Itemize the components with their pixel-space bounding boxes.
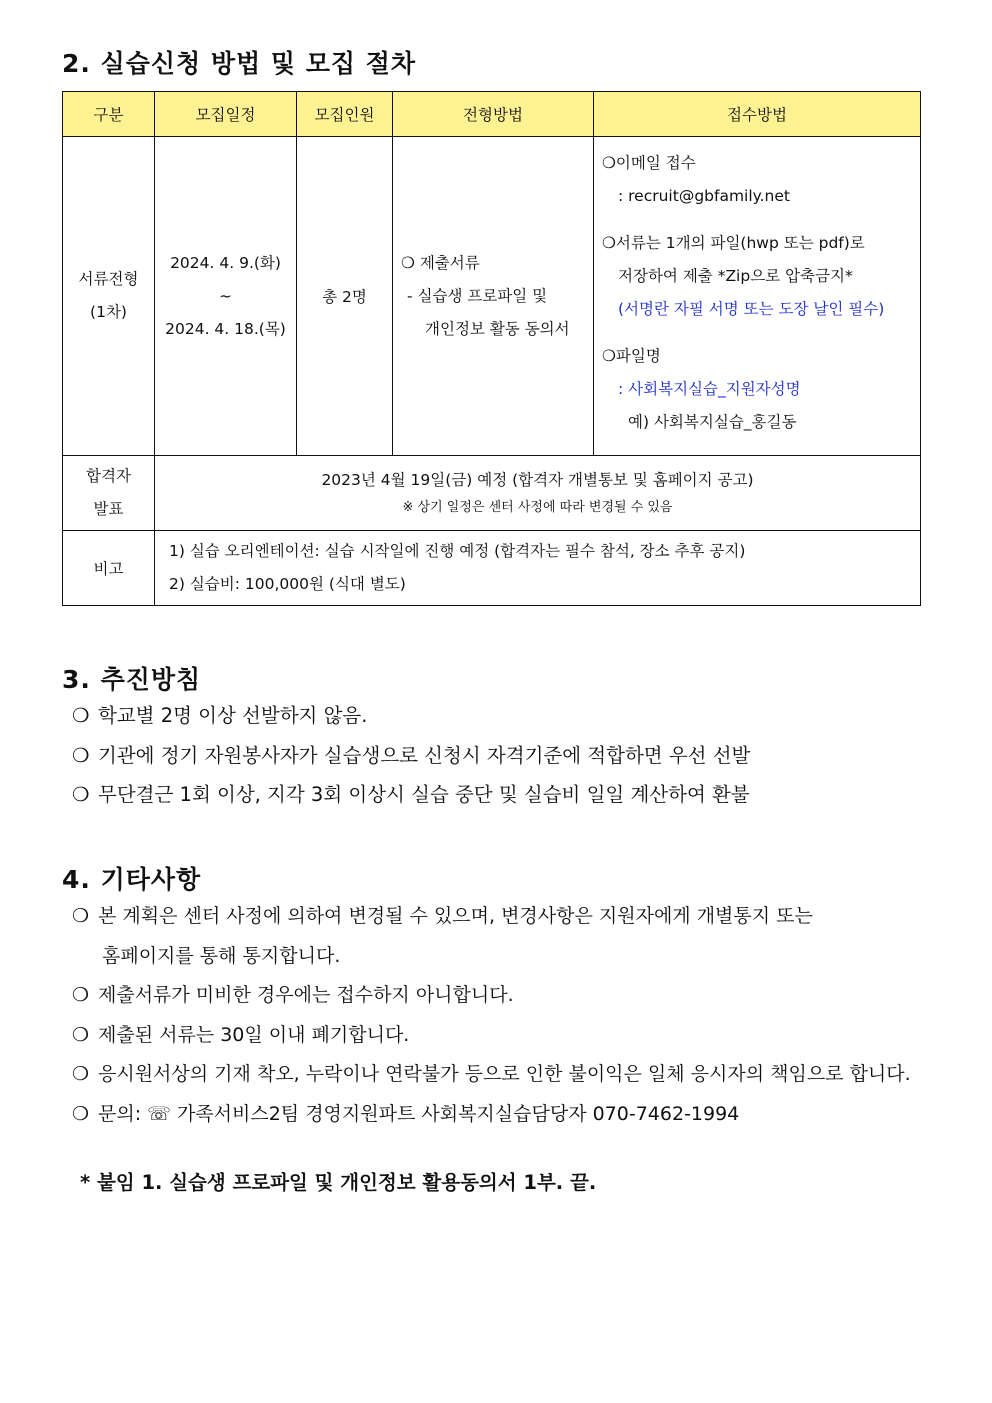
schedule-start: 2024. 4. 9.(화) (170, 253, 281, 272)
email-value: : recruit@gbfamily.net (618, 187, 790, 205)
filename-label: ❍파일명 (602, 347, 661, 365)
bullet-circle: ❍ (72, 905, 90, 927)
spacer (602, 326, 920, 340)
header-schedule: 모집일정 (155, 92, 297, 137)
method-item: - 실습생 프로파일 및 (407, 286, 548, 305)
category-line: 발표 (93, 500, 124, 518)
remark-line: 1) 실습 오리엔테이션: 실습 시작일에 진행 예정 (합격자는 필수 참석, 장소 추후 공지) (169, 542, 746, 560)
section2-title: 2. 실습신청 방법 및 모집 절차 (62, 49, 417, 78)
list-item (72, 976, 911, 1016)
filename-example: 예) 사회복지실습_홍길동 (628, 413, 797, 431)
list-item-text: 홈페이지를 통해 통지합니다. (102, 944, 341, 967)
bullet-circle: ❍ (72, 704, 90, 727)
category-line: 합격자 (86, 467, 131, 485)
cell-apply (594, 137, 921, 456)
spacer (602, 213, 920, 227)
list-item-continuation (72, 937, 911, 977)
schedule-tilde: ~ (219, 286, 232, 305)
signature-note: (서명란 자필 서명 또는 도장 날인 필수) (618, 300, 885, 318)
category-line: 서류전형 (78, 270, 139, 288)
cell-category: 비고 (63, 531, 155, 606)
contact-text: 문의: ☏ 가족서비스2팀 경영지원파트 사회복지실습담당자 070-7462-1994 (98, 1102, 740, 1125)
bullet-circle: ❍ (72, 743, 90, 767)
section3-title: 3. 추진방침 (62, 665, 202, 694)
cell-count: 총 2명 (297, 137, 393, 456)
list-item-text: 기관에 정기 자원봉사자가 실습생으로 신청시 자격기준에 적합하면 우선 선발 (98, 743, 751, 767)
header-apply: 접수방법 (594, 92, 921, 137)
list-item (72, 736, 750, 776)
filename-value: : 사회복지실습_지원자성명 (618, 380, 801, 398)
cell-category (63, 137, 155, 456)
bullet-circle: ❍ (72, 1063, 90, 1085)
file-rule-line: 저장하여 제출 *Zip으로 압축금지* (618, 267, 853, 285)
list-item (72, 1016, 911, 1056)
section4-title: 4. 기타사항 (62, 865, 202, 894)
table-row-remarks (63, 531, 921, 606)
list-item-text: 무단결근 1회 이상, 지각 3회 이상시 실습 중단 및 실습비 일일 계산하여 환불 (98, 783, 750, 806)
category-line: (1차) (90, 303, 127, 321)
bullet-circle: ❍ (72, 1023, 90, 1046)
list-item-text: 본 계획은 센터 사정에 의하여 변경될 수 있으며, 변경사항은 지원자에게 개별통지 또는 (98, 905, 813, 927)
announcement-text: 2023년 4월 19일(금) 예정 (합격자 개별통보 및 홈페이지 공고) (321, 471, 754, 489)
list-item (72, 696, 750, 736)
file-rule-line: ❍서류는 1개의 파일(hwp 또는 pdf)로 (602, 234, 865, 252)
bullet-circle: ❍ (72, 783, 90, 806)
list-item (72, 775, 750, 815)
list-item-text: 제출된 서류는 30일 이내 폐기합니다. (98, 1023, 410, 1046)
cell-category (63, 456, 155, 531)
list-item (72, 897, 911, 937)
section3-list (72, 696, 750, 815)
header-category: 구분 (63, 92, 155, 137)
cell-schedule (155, 137, 297, 456)
list-item-text: 학교별 2명 이상 선발하지 않음. (98, 704, 368, 727)
recruit-table (62, 91, 921, 606)
method-item: 개인정보 활동 동의서 (425, 319, 570, 338)
announcement-note: ※ 상기 일정은 센터 사정에 따라 변경될 수 있음 (402, 500, 673, 515)
list-item-text: 제출서류가 미비한 경우에는 접수하지 아니합니다. (98, 984, 514, 1006)
email-label: ❍이메일 접수 (602, 154, 696, 172)
section4-list (72, 897, 911, 1134)
cell-remarks (155, 531, 921, 606)
bullet-circle: ❍ (72, 984, 90, 1006)
cell-method (393, 137, 594, 456)
remark-line: 2) 실습비: 100,000원 (식대 별도) (169, 575, 406, 593)
header-count: 모집인원 (297, 92, 393, 137)
schedule-end: 2024. 4. 18.(목) (165, 319, 286, 338)
attachment-note: * 붙임 1. 실습생 프로파일 및 개인정보 활용동의서 1부. 끝. (80, 1171, 597, 1194)
header-method: 전형방법 (393, 92, 594, 137)
table-header-row (63, 92, 921, 137)
cell-announcement (155, 456, 921, 531)
list-item (72, 1095, 911, 1135)
list-item-text: 응시원서상의 기재 착오, 누락이나 연락불가 등으로 인한 불이익은 일체 응시자의 책임으로 합니다. (98, 1063, 911, 1085)
table-row-announcement (63, 456, 921, 531)
list-item (72, 1055, 911, 1095)
method-title: ❍ 제출서류 (401, 253, 480, 272)
table-row-document-screening (63, 137, 921, 456)
bullet-circle: ❍ (72, 1102, 90, 1125)
